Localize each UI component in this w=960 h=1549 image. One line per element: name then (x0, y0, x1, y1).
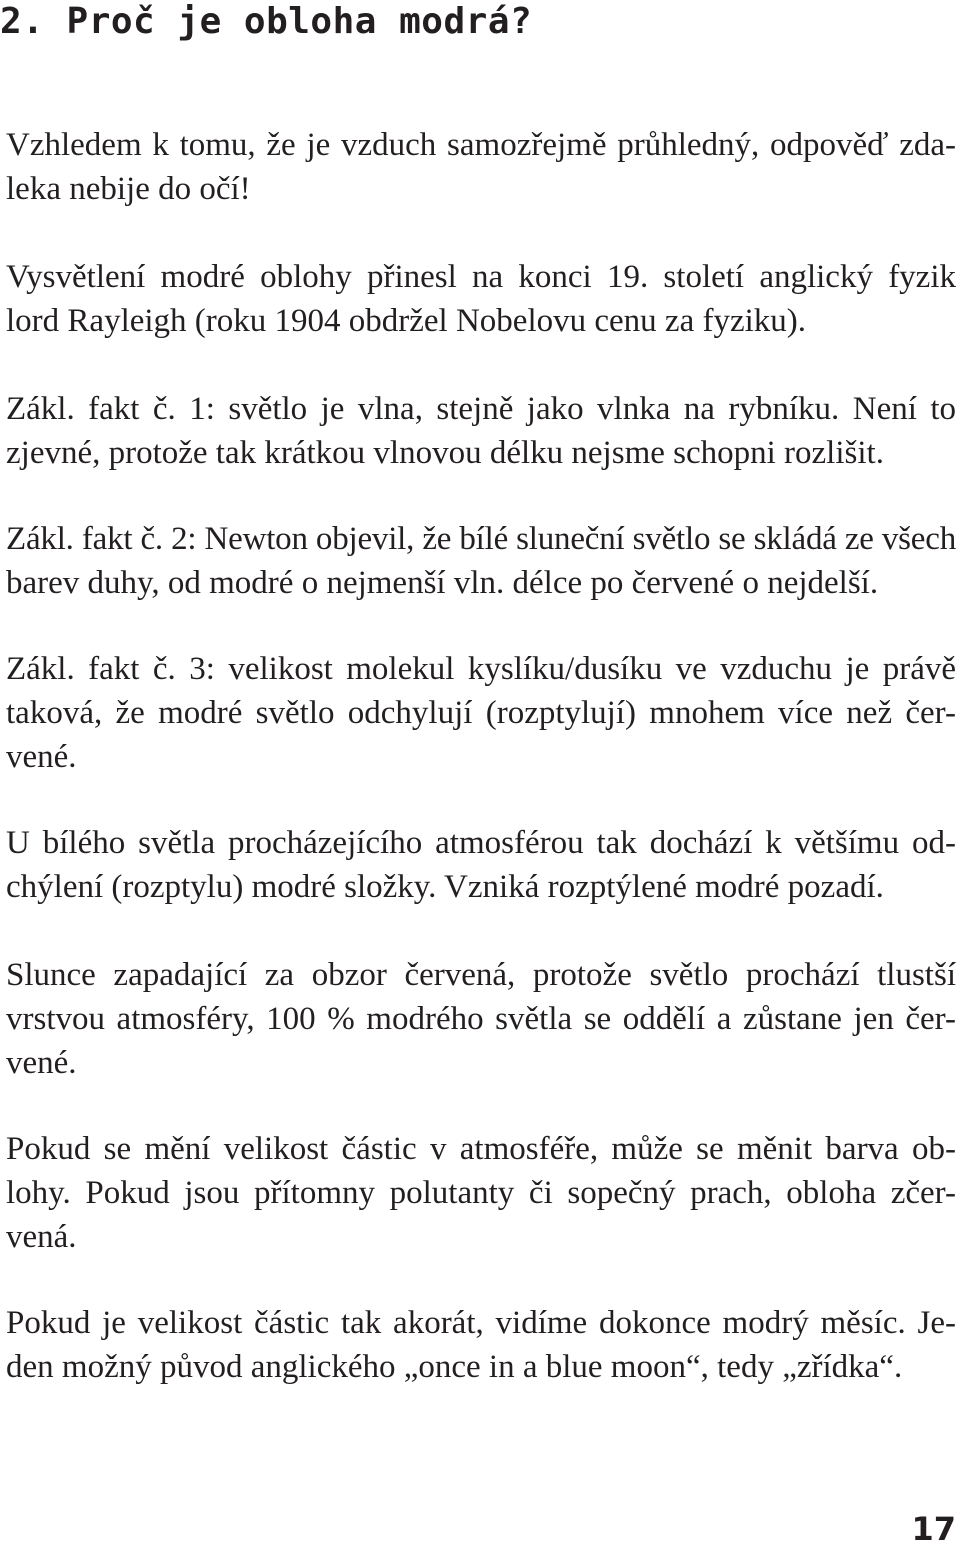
text-line: Vzhledem k tomu, že je vzduch samozřejmě průhledný, odpověď zda- (6, 127, 956, 163)
text-line: Pokud se mění velikost částic v atmosféře, může se měnit barva ob- (6, 1131, 956, 1167)
text-line: zjevné, protože tak krátkou vlnovou délku nejsme schopni rozlišit. (6, 435, 884, 471)
text-line: vrstvou atmosféry, 100 % modrého světla se oddělí a zůstane jen čer- (6, 1001, 956, 1037)
page-number: 17 (911, 1510, 956, 1548)
text-line: Slunce zapadající za obzor červená, protože světlo prochází tlustší (6, 957, 956, 993)
paragraph-white-light (6, 821, 956, 909)
paragraph-rayleigh (6, 255, 956, 343)
text-line: lord Rayleigh (roku 1904 obdržel Nobelovu cenu za fyziku). (6, 303, 807, 339)
text-line: Pokud je velikost částic tak akorát, vidíme dokonce modrý měsíc. Je- (6, 1305, 956, 1341)
text-line: den možný původ anglického „once in a blue moon“, tedy „zřídka“. (6, 1349, 903, 1385)
text-line: chýlení (rozptylu) modré složky. Vzniká rozptýlené modré pozadí. (6, 869, 884, 905)
paragraph-intro (6, 123, 956, 211)
text-line: Zákl. fakt č. 3: velikost molekul kyslíku/dusíku ve vzduchu je právě (6, 651, 956, 687)
text-line: vené. (6, 1045, 77, 1081)
section-heading: 2. Proč je obloha modrá? (0, 1, 533, 42)
text-line: leka nebije do očí! (6, 171, 251, 207)
paragraph-fact-1 (6, 387, 956, 475)
text-line: vená. (6, 1219, 77, 1255)
paragraph-sunset (6, 953, 956, 1085)
text-line: Vysvětlení modré oblohy přinesl na konci 19. století anglický fyzik (6, 259, 956, 295)
text-line: lohy. Pokud jsou přítomny polutanty či sopečný prach, obloha zčer- (6, 1175, 956, 1211)
text-line: taková, že modré světlo odchylují (rozptylují) mnohem více než čer- (6, 695, 956, 731)
paragraph-particles (6, 1127, 956, 1259)
text-line: barev duhy, od modré o nejmenší vln. délce po červené o nejdelší. (6, 565, 879, 601)
paragraph-blue-moon (6, 1301, 956, 1389)
text-line: Zákl. fakt č. 1: světlo je vlna, stejně jako vlnka na rybníku. Není to (6, 391, 956, 427)
text-line: U bílého světla procházejícího atmosférou tak dochází k většímu od- (6, 825, 956, 861)
paragraph-fact-3 (6, 647, 956, 779)
text-line: vené. (6, 739, 77, 775)
text-line: Zákl. fakt č. 2: Newton objevil, že bílé sluneční světlo se skládá ze všech (6, 521, 956, 557)
paragraph-fact-2 (6, 517, 956, 605)
